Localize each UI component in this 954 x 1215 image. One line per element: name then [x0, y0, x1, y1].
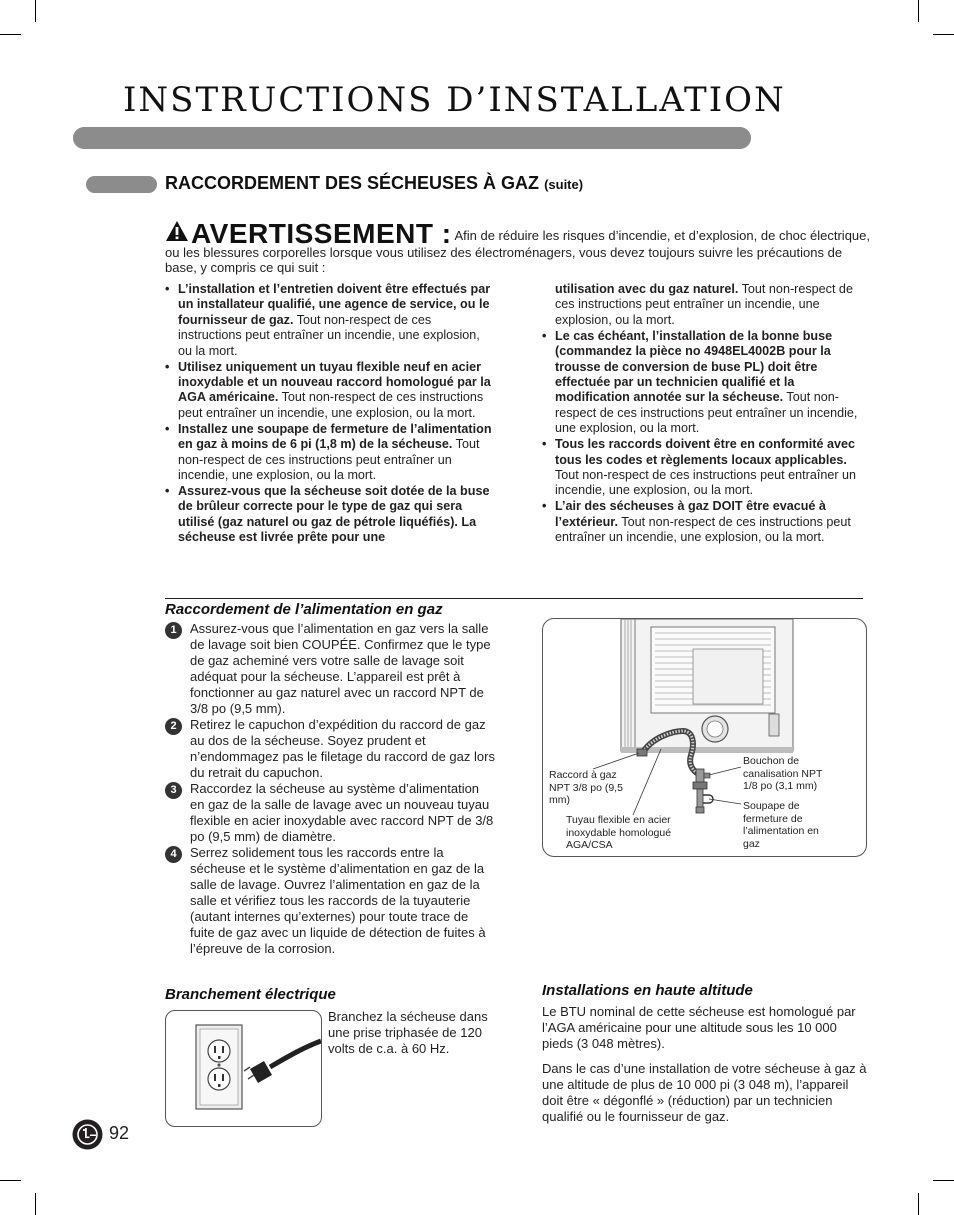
crop-mark: [35, 1193, 36, 1215]
warning-list-left: [165, 282, 495, 546]
crop-mark: [933, 1180, 954, 1181]
altitude-paragraph: Le BTU nominal de cette sécheuse est homologué par l’AGA américaine pour une altitude sous les 10 000 pieds (3 048 mètres).: [542, 1004, 856, 1051]
warning-heading: AVERTISSEMENT :: [191, 218, 452, 249]
page-title: INSTRUCTIONS D’INSTALLATION: [123, 80, 786, 120]
section-pill: [86, 176, 157, 193]
crop-mark: [0, 1180, 21, 1181]
crop-mark: [918, 0, 919, 22]
section-title-suffix: (suite): [544, 177, 584, 192]
lg-logo-icon: [72, 1119, 103, 1150]
warning-item: • Installez une soupape de fermeture de l’alimentation en gaz à moins de 6 pi (1,8 m) de la sécheuse. Tout non-respect de ces instructions peut entraîner un incendie, une explosion, ou la mort.: [165, 422, 495, 484]
warning-list-right: [542, 282, 862, 546]
gas-supply-steps: [165, 621, 495, 957]
label-pipe-plug: Bouchon de canalisation NPT 1/8 po (3,1 mm): [743, 755, 823, 792]
step-item: 4 Serrez solidement tous les raccords entre la sécheuse et le système d’alimentation en gaz de la salle de lavage. Ouvrez l’alimentation en gaz de la salle et vérifiez tous les raccords de la tuyauterie (autant internes qu’externes) pour toute trace de fuite de gaz avec un liquide de détection de fuites à l’épreuve de la corrosion.: [165, 845, 495, 957]
outlet-figure: [165, 1010, 322, 1127]
label-flex-pipe: Tuyau flexible en acier inoxydable homologué AGA/CSA: [566, 814, 672, 851]
step-number: 1: [165, 622, 182, 639]
title-bar: [73, 127, 751, 149]
warning-intro-text: Afin de réduire les risques d’incendie, et d’explosion, de choc électrique, ou les blessures corporelles lorsque vous utilisez des électroménagers, vous devez toujours suivre les précautions de base, y compris ce qui suit :: [165, 228, 870, 275]
crop-mark: [918, 1193, 919, 1215]
step-item: 2 Retirez le capuchon d’expédition du raccord de gaz au dos de la sécheuse. Soyez prudent et n’endommagez pas le filetage du raccord de gaz lors du retrait du capuchon.: [165, 717, 495, 781]
warning-intro: [165, 220, 870, 275]
step-number: 2: [165, 718, 182, 735]
crop-mark: [0, 34, 21, 35]
step-number: 4: [165, 846, 182, 863]
warning-item: • L’installation et l’entretien doivent être effectués par un installateur qualifié, une agence de service, ou le fournisseur de gaz. Tout non-respect de ces instructions peut entraîner un incendie, une explosion, ou la mort.: [165, 282, 495, 359]
section-title: [165, 173, 583, 194]
crop-mark: [933, 34, 954, 35]
gas-supply-heading: Raccordement de l’alimentation en gaz: [165, 601, 443, 618]
warning-item: • Le cas échéant, l’installation de la bonne buse (commandez la pièce no 4948EL4002B pour la trousse de conversion de buse PL) doit être effectuée par un technicien qualifié et la modification annotée sur la sécheuse. Tout non-respect de ces instructions peut entraîner un incendie, une explosion, ou la mort.: [542, 329, 862, 437]
warning-item-continued: utilisation avec du gaz naturel. Tout non-respect de ces instructions peut entraîner un incendie, une explosion, ou la mort.: [555, 282, 853, 327]
altitude-heading: Installations en haute altitude: [542, 982, 753, 999]
warning-item: • Tous les raccords doivent être en conformité avec tous les codes et règlements locaux applicables. Tout non-respect de ces instructions peut entraîner un incendie, une explosion, ou la mort.: [542, 437, 862, 499]
step-item: 3 Raccordez la sécheuse au système d’alimentation en gaz de la salle de lavage avec un nouveau tuyau flexible en acier inoxydable avec raccord NPT de 3/8 po (9,5 mm) de diamètre.: [165, 781, 495, 845]
step-number: 3: [165, 782, 182, 799]
section-title-text: RACCORDEMENT DES SÉCHEUSES À GAZ: [165, 173, 540, 193]
warning-item: • Utilisez uniquement un tuyau flexible neuf en acier inoxydable et un nouveau raccord homologué par la AGA américaine. Tout non-respect de ces instructions peut entraîner un incendie, une explosion, ou la mort.: [165, 360, 495, 422]
crop-mark: [35, 0, 36, 22]
step-item: 1 Assurez-vous que l’alimentation en gaz vers la salle de lavage soit bien COUPÉE. Confirmez que le type de gaz acheminé vers votre salle de lavage soit adéquat pour la sécheuse. L’appareil est prêt à fonctionner au gaz naturel avec un raccord NPT de 3/8 po (9,5 mm).: [165, 621, 495, 717]
page-number: 92: [109, 1123, 130, 1143]
altitude-text: [542, 1004, 867, 1134]
label-gas-fitting: Raccord à gaz NPT 3/8 po (9,5 mm): [549, 769, 623, 806]
warning-item: • L’air des sécheuses à gaz DOIT être evacué à l’extérieur. Tout non-respect de ces instructions peut entraîner un incendie, une explosion, ou la mort.: [542, 499, 862, 545]
warning-icon: [165, 220, 189, 245]
warning-item: • Assurez-vous que la sécheuse soit dotée de la buse de brûleur correcte pour le type de gaz qui sera utilisé (gaz naturel ou gaz de pétrole liquéfiés). La sécheuse est livrée prête pour une: [165, 484, 495, 546]
electrical-text: Branchez la sécheuse dans une prise triphasée de 120 volts de c.a. à 60 Hz.: [328, 1009, 488, 1056]
gas-connection-figure: [542, 618, 867, 857]
divider: [165, 598, 863, 599]
outlet-illustration: [166, 1011, 321, 1126]
altitude-paragraph: Dans le cas d’une installation de votre sécheuse à gaz à une altitude de plus de 10 000 pi (3 048 m), l’appareil doit être « dégonflé » (réduction) par un technicien qualifié ou le fournisseur de gaz.: [542, 1061, 867, 1124]
electrical-heading: Branchement électrique: [165, 986, 336, 1003]
label-shutoff-valve: Soupape de fermeture de l’alimentation en gaz: [743, 800, 819, 850]
